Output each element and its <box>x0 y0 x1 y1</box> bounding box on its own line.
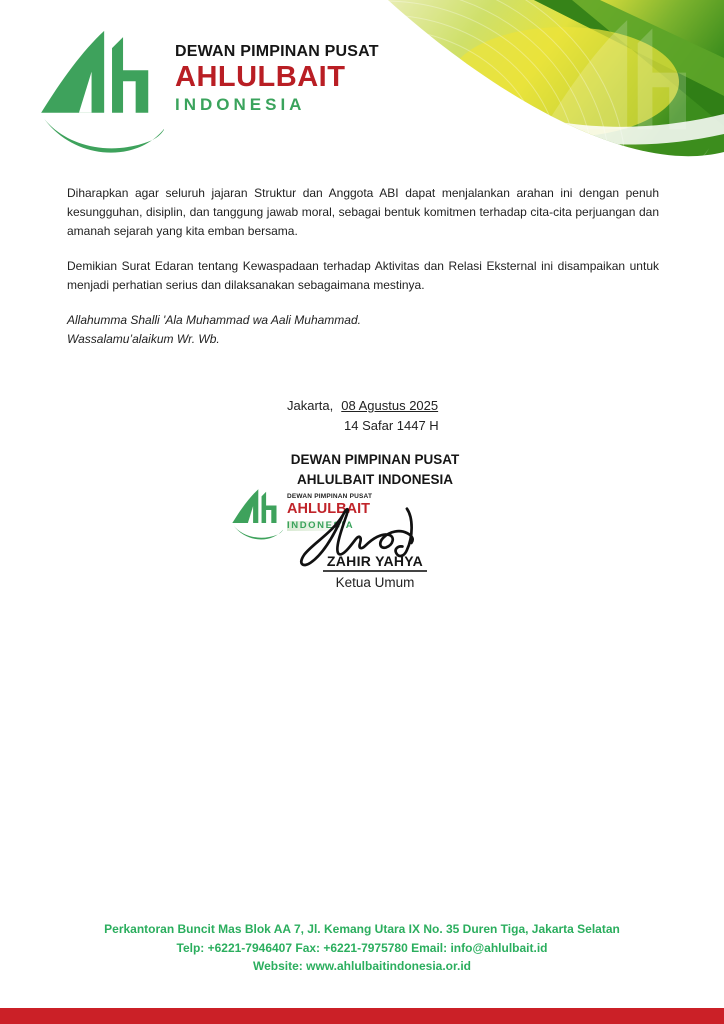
letterhead-org-name: AHLULBAIT <box>175 61 346 93</box>
stamp-org-line1: DEWAN PIMPINAN PUSAT <box>287 493 373 500</box>
letterhead-org-country: INDONESIA <box>175 95 306 114</box>
signature-org-block <box>235 450 515 490</box>
stamp-org-name: AHLULBAIT <box>287 500 370 517</box>
letter-body <box>67 184 659 349</box>
dateline-city: Jakarta, <box>287 398 334 413</box>
paragraph-1: Diharapkan agar seluruh jajaran Struktur dan Anggota ABI dapat menjalankan arahan ini dengan penuh kesungguhan, disiplin, dan tanggung jawab moral, sebagai bentuk komitmen terhadap cita-cita perjuangan dan amanah sejarah yang kita emban bersama. <box>67 186 659 238</box>
signer-block <box>275 553 475 590</box>
signature-org-line1: DEWAN PIMPINAN PUSAT <box>290 452 460 467</box>
stamp-logo-icon <box>231 488 283 545</box>
footer-address: Perkantoran Buncit Mas Blok AA 7, Jl. Kemang Utara IX No. 35 Duren Tiga, Jakarta Selatan <box>104 922 620 936</box>
abi-logo-icon <box>38 28 164 166</box>
dateline <box>287 396 439 436</box>
closing-salutation: Wassalamu’alaikum Wr. Wb. <box>67 332 220 346</box>
paragraph-2: Demikian Surat Edaran tentang Kewaspadaan terhadap Aktivitas dan Relasi Eksternal ini disampaikan untuk menjadi perhatian serius dan dilaksanakan sebagaimana mestinya. <box>67 259 659 292</box>
bottom-red-bar <box>0 1008 724 1024</box>
salawat-line: Allahumma Shalli 'Ala Muhammad wa Aali Muhammad. <box>67 313 361 327</box>
dateline-hijri: 14 Safar 1447 H <box>344 418 439 433</box>
dateline-date: 08 Agustus 2025 <box>341 398 439 413</box>
signature-org-line2: AHLULBAIT INDONESIA <box>297 472 453 487</box>
letterhead-org-line1: DEWAN PIMPINAN PUSAT <box>175 43 379 60</box>
signer-name: ZAHIR YAHYA <box>323 553 427 572</box>
header-swoosh-graphic <box>324 0 724 172</box>
letterhead <box>175 44 379 113</box>
signer-title: Ketua Umum <box>335 575 415 590</box>
letter-footer <box>0 920 724 976</box>
footer-website: Website: www.ahlulbaitindonesia.or.id <box>252 959 472 973</box>
stamp-org-country: INDONESIA <box>287 521 358 531</box>
footer-contact: Telp: +6221-7946407 Fax: +6221-7975780 Email: info@ahlulbait.id <box>176 940 548 955</box>
